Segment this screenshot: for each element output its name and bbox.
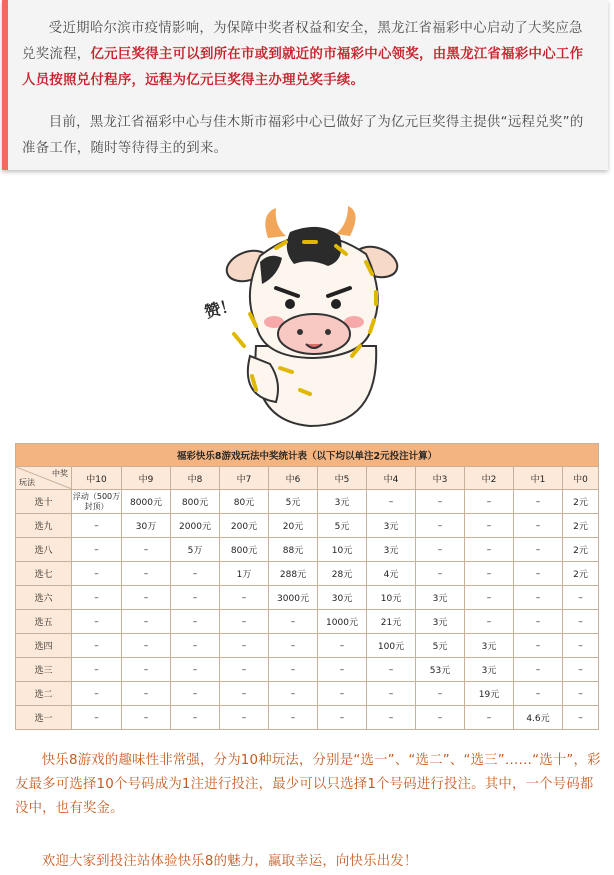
table-cell: 3元 bbox=[416, 586, 465, 610]
table-cell: – bbox=[416, 706, 465, 730]
table-cell: – bbox=[122, 658, 171, 682]
table-cell: – bbox=[171, 562, 220, 586]
table-cell: – bbox=[72, 610, 122, 634]
table-cell: – bbox=[465, 538, 514, 562]
column-header: 中3 bbox=[416, 467, 465, 490]
row-label: 选十 bbox=[16, 490, 72, 514]
table-cell: 10元 bbox=[318, 538, 367, 562]
table-cell: – bbox=[171, 586, 220, 610]
table-cell: 3元 bbox=[318, 490, 367, 514]
table-cell: 28元 bbox=[318, 562, 367, 586]
table-cell: 3元 bbox=[465, 634, 514, 658]
table-cell: 80元 bbox=[220, 490, 269, 514]
table-cell: – bbox=[269, 658, 318, 682]
table-row bbox=[16, 610, 599, 634]
table-cell: – bbox=[122, 538, 171, 562]
table-cell: 10元 bbox=[367, 586, 416, 610]
row-label: 选四 bbox=[16, 634, 72, 658]
table-row bbox=[16, 658, 599, 682]
table-cell: 288元 bbox=[269, 562, 318, 586]
table-cell: 2000元 bbox=[171, 514, 220, 538]
table-cell: 3元 bbox=[367, 538, 416, 562]
table-cell: – bbox=[122, 586, 171, 610]
table-cell: – bbox=[318, 682, 367, 706]
table-cell: 2元 bbox=[563, 538, 599, 562]
table-cell: 3元 bbox=[465, 658, 514, 682]
table-cell: 2元 bbox=[563, 562, 599, 586]
table-cell: – bbox=[514, 658, 563, 682]
table-cell: 200元 bbox=[220, 514, 269, 538]
table-cell: – bbox=[563, 706, 599, 730]
table-cell: – bbox=[269, 682, 318, 706]
intro-highlight-text: 亿元巨奖得主可以到所在市或到就近的市福彩中心领奖，由黑龙江省福彩中心工作人员按照兑付程序，远程为亿元巨奖得主办理兑奖手续。 bbox=[22, 47, 584, 88]
table-cell: – bbox=[72, 706, 122, 730]
table-row bbox=[16, 634, 599, 658]
table-cell: 88元 bbox=[269, 538, 318, 562]
column-header: 中0 bbox=[563, 467, 599, 490]
column-header: 中9 bbox=[122, 467, 171, 490]
table-cell: – bbox=[514, 634, 563, 658]
table-cell: 4元 bbox=[367, 562, 416, 586]
table-cell: – bbox=[122, 562, 171, 586]
table-cell: – bbox=[465, 562, 514, 586]
column-header: 中10 bbox=[72, 467, 122, 490]
table-cell: 800元 bbox=[171, 490, 220, 514]
table-cell: – bbox=[72, 658, 122, 682]
table-cell: 2元 bbox=[563, 490, 599, 514]
table-cell: 5万 bbox=[171, 538, 220, 562]
intro-paragraph-1 bbox=[22, 16, 594, 94]
table-cell: – bbox=[465, 490, 514, 514]
table-cell: – bbox=[367, 490, 416, 514]
table-cell: – bbox=[122, 706, 171, 730]
table-cell: 5元 bbox=[416, 634, 465, 658]
table-cell: – bbox=[563, 610, 599, 634]
table-cell: – bbox=[563, 634, 599, 658]
table-cell: – bbox=[465, 514, 514, 538]
table-cell: – bbox=[416, 490, 465, 514]
table-cell: – bbox=[465, 586, 514, 610]
table-cell: 1万 bbox=[220, 562, 269, 586]
table-cell: – bbox=[122, 610, 171, 634]
table-row bbox=[16, 490, 599, 514]
row-label: 选八 bbox=[16, 538, 72, 562]
table-cell: – bbox=[72, 538, 122, 562]
prize-table bbox=[15, 443, 599, 730]
table-row bbox=[16, 586, 599, 610]
table-cell: 3元 bbox=[367, 514, 416, 538]
table-cell: – bbox=[367, 658, 416, 682]
table-cell: – bbox=[563, 658, 599, 682]
table-cell: 30元 bbox=[318, 586, 367, 610]
table-cell: – bbox=[416, 514, 465, 538]
table-cell: – bbox=[72, 586, 122, 610]
table-cell: – bbox=[269, 634, 318, 658]
table-cell: 19元 bbox=[465, 682, 514, 706]
table-title: 福彩快乐8游戏玩法中奖统计表（以下均以单注2元投注计算） bbox=[16, 444, 599, 467]
column-header: 中5 bbox=[318, 467, 367, 490]
table-cell: 1000元 bbox=[318, 610, 367, 634]
row-label: 选九 bbox=[16, 514, 72, 538]
table-cell: – bbox=[122, 682, 171, 706]
table-cell: – bbox=[563, 586, 599, 610]
table-cell: – bbox=[514, 490, 563, 514]
column-header: 中2 bbox=[465, 467, 514, 490]
corner-top-label: 中奖 bbox=[52, 469, 68, 478]
column-header: 中1 bbox=[514, 467, 563, 490]
column-header: 中7 bbox=[220, 467, 269, 490]
cow-caption: 赞！ bbox=[202, 295, 239, 322]
table-cell: – bbox=[514, 562, 563, 586]
row-label: 选一 bbox=[16, 706, 72, 730]
body-paragraph-4: 欢迎大家到投注站体验快乐8的魅力，赢取幸运，向快乐出发！ bbox=[41, 854, 418, 869]
intro-text: 受近期哈尔滨市疫情影响，为保障中奖者权益和安全，黑龙江省福彩中心启动了大奖应急兑奖流程， bbox=[22, 21, 583, 62]
table-cell: – bbox=[563, 682, 599, 706]
table-cell: 4.6元 bbox=[514, 706, 563, 730]
table-cell: – bbox=[367, 682, 416, 706]
table-cell: – bbox=[416, 562, 465, 586]
row-label: 选五 bbox=[16, 610, 72, 634]
table-cell: 5元 bbox=[269, 490, 318, 514]
table-cell: – bbox=[171, 682, 220, 706]
table-cell: – bbox=[171, 706, 220, 730]
body-paragraph-3: 快乐8游戏的趣味性非常强，分为10种玩法，分别是“选一”、“选二”、“选三”……“选十”，彩友最多可选择10个号码成为1注进行投注，最少可以只选择1个号码进行投注。其中，一个号码都没中，也有奖金。 bbox=[15, 753, 601, 816]
table-cell: – bbox=[318, 658, 367, 682]
row-label: 选七 bbox=[16, 562, 72, 586]
table-cell: – bbox=[171, 634, 220, 658]
table-cell: – bbox=[122, 634, 171, 658]
table-cell: 3元 bbox=[416, 610, 465, 634]
column-header: 中4 bbox=[367, 467, 416, 490]
column-header: 中8 bbox=[171, 467, 220, 490]
table-cell: 8000元 bbox=[122, 490, 171, 514]
table-cell: 3000元 bbox=[269, 586, 318, 610]
table-cell: – bbox=[171, 610, 220, 634]
table-cell: – bbox=[220, 658, 269, 682]
table-cell: 30万 bbox=[122, 514, 171, 538]
table-cell: – bbox=[72, 634, 122, 658]
table-cell: – bbox=[514, 538, 563, 562]
table-cell: 2元 bbox=[563, 514, 599, 538]
table-cell: 21元 bbox=[367, 610, 416, 634]
table-cell: – bbox=[269, 706, 318, 730]
table-row bbox=[16, 514, 599, 538]
table-row bbox=[16, 562, 599, 586]
table-header-row bbox=[16, 467, 599, 490]
cow-mascot-illustration bbox=[190, 196, 420, 431]
table-body bbox=[16, 490, 599, 730]
table-row bbox=[16, 706, 599, 730]
table-cell: 5元 bbox=[318, 514, 367, 538]
row-label: 选六 bbox=[16, 586, 72, 610]
table-cell: – bbox=[465, 706, 514, 730]
intro-paragraph-2: 目前，黑龙江省福彩中心与佳木斯市福彩中心已做好了为亿元巨奖得主提供“远程兑奖”的准备工作，随时等待得主的到来。 bbox=[22, 115, 584, 156]
table-cell: 800元 bbox=[220, 538, 269, 562]
prize-table-wrapper bbox=[15, 443, 599, 730]
table-cell: – bbox=[269, 610, 318, 634]
table-cell: 53元 bbox=[416, 658, 465, 682]
corner-bottom-label: 玩法 bbox=[19, 478, 35, 487]
table-cell: – bbox=[514, 514, 563, 538]
table-cell: – bbox=[220, 682, 269, 706]
table-cell: – bbox=[318, 706, 367, 730]
table-cell: 20元 bbox=[269, 514, 318, 538]
table-cell: – bbox=[514, 610, 563, 634]
table-cell: – bbox=[416, 538, 465, 562]
table-cell: – bbox=[367, 706, 416, 730]
table-cell: 浮动（500万封顶） bbox=[72, 490, 122, 514]
row-label: 选三 bbox=[16, 658, 72, 682]
table-cell: – bbox=[514, 586, 563, 610]
table-cell: – bbox=[220, 706, 269, 730]
table-cell: – bbox=[416, 682, 465, 706]
table-cell: – bbox=[220, 634, 269, 658]
table-cell: 100元 bbox=[367, 634, 416, 658]
intro-quote-card bbox=[2, 0, 608, 170]
table-row bbox=[16, 538, 599, 562]
table-cell: – bbox=[318, 634, 367, 658]
table-cell: – bbox=[465, 610, 514, 634]
table-row bbox=[16, 682, 599, 706]
column-header: 中6 bbox=[269, 467, 318, 490]
table-cell: – bbox=[72, 514, 122, 538]
table-corner-cell bbox=[16, 467, 72, 490]
table-cell: – bbox=[72, 562, 122, 586]
table-cell: – bbox=[514, 682, 563, 706]
table-cell: – bbox=[72, 682, 122, 706]
row-label: 选二 bbox=[16, 682, 72, 706]
table-cell: – bbox=[220, 586, 269, 610]
table-cell: – bbox=[220, 610, 269, 634]
table-cell: – bbox=[171, 658, 220, 682]
